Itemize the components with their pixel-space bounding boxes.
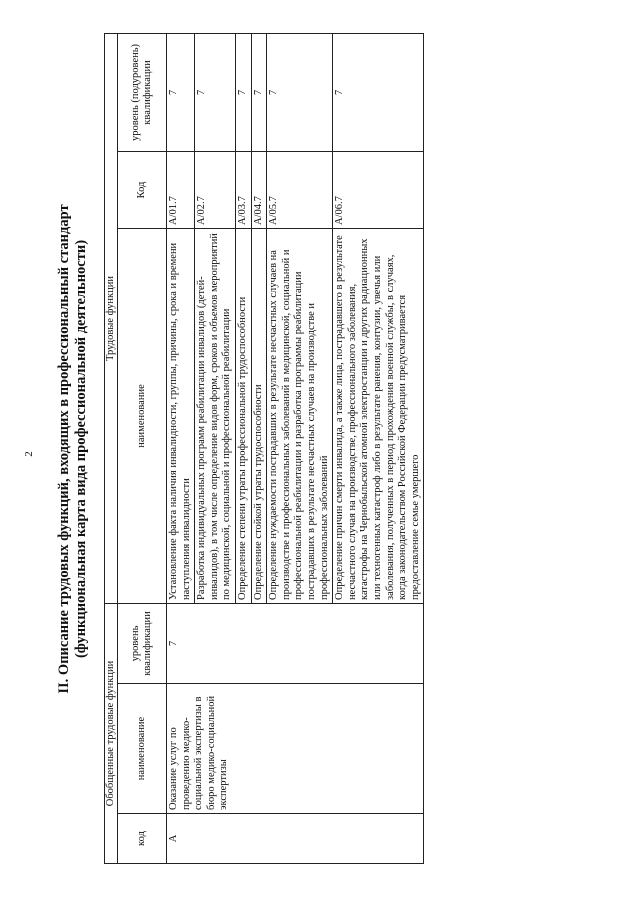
function-code: A/04.7 (251, 151, 267, 228)
generalized-code: А (167, 814, 424, 864)
function-name: Определение причин смерти инвалида, а также лица, пострадавшего в результате несчастного случая на производстве, профессионального заболевания, катастрофы на Чернобыльской атомной электростанции и других радиационных или техногенных катастроф либо в результате ранения, контузии, увечья или заболевания, полученных в период прохождения военной службы, в случаях, когда законодательством Российской Федерации предусматривается предоставление семье умершего (333, 228, 424, 603)
header-qualification-level: уровень квалификации (118, 603, 167, 683)
header-row-1 (105, 33, 118, 863)
table-row (167, 33, 195, 863)
function-level: 7 (267, 33, 333, 151)
header-row-2 (118, 33, 167, 863)
page-number: 2 (23, 451, 35, 457)
function-level: 7 (235, 33, 251, 151)
header-labor-functions: Трудовые функции (105, 33, 118, 603)
function-level: 7 (251, 33, 267, 151)
function-code: A/05.7 (267, 151, 333, 228)
header-name: наименование (118, 684, 167, 814)
functional-map-table (104, 33, 424, 864)
title-line-1: II. Описание трудовых функций, входящих в профессиональный стандарт (56, 204, 72, 694)
header-generalized-functions: Обобщенные трудовые функции (105, 603, 118, 863)
header-code: код (118, 814, 167, 864)
title-line-2: (функциональная карта вида профессиональной деятельности) (73, 239, 89, 659)
header-sublevel: уровень (подуровень) квалификации (118, 33, 167, 151)
generalized-level: 7 (167, 603, 424, 683)
function-name: Определение нуждаемости пострадавших в результате несчастных случаев на производстве и профессиональных заболеваний в медицинской, социальной и профессиональной реабилитации и разработка программы реабилитации пострадавших в результате несчастных случаев на производстве и профессиональных заболеваний (267, 228, 333, 603)
function-name: Разработка индивидуальных программ реабилитации инвалидов (детей-инвалидов), в том числе определение видов форм, сроков и объемов мероприятий по медицинской, социальной и профессиональной реабилитации (195, 228, 236, 603)
function-level: 7 (167, 33, 195, 151)
section-title (56, 34, 90, 864)
function-code: A/02.7 (195, 151, 236, 228)
function-level: 7 (333, 33, 424, 151)
function-name: Определение стойкой утраты трудоспособности (251, 228, 267, 603)
function-name: Определение степени утраты профессиональной трудоспособности (235, 228, 251, 603)
header-function-name: наименование (118, 228, 167, 603)
function-code: A/01.7 (167, 151, 195, 228)
document-sheet (56, 34, 606, 864)
function-name: Установление факта наличия инвалидности, группы, причины, срока и времени наступления инвалидности (167, 228, 195, 603)
header-function-code: Код (118, 151, 167, 228)
function-code: A/03.7 (235, 151, 251, 228)
function-code: A/06.7 (333, 151, 424, 228)
generalized-name: Оказание услуг по проведению медико-социальной экспертизы в бюро медико-социальной экспертизы (167, 684, 424, 814)
function-level: 7 (195, 33, 236, 151)
